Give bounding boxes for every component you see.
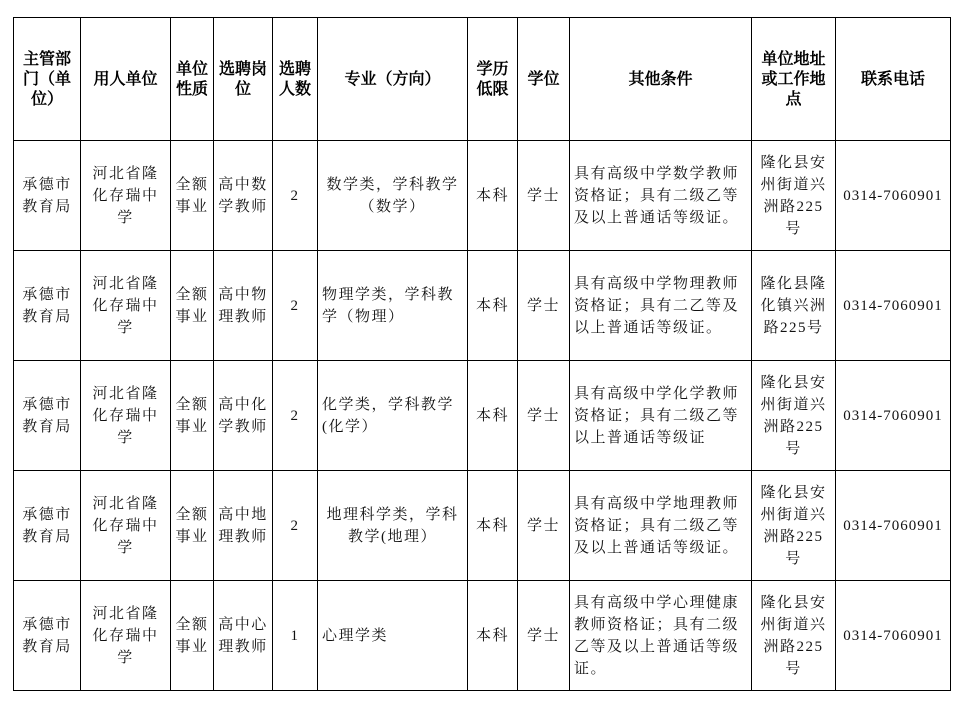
header-degree: 学位 [518, 18, 570, 141]
cell-count: 1 [273, 581, 318, 691]
cell-nature: 全额事业 [171, 251, 214, 361]
cell-nature: 全额事业 [171, 361, 214, 471]
cell-nature: 全额事业 [171, 471, 214, 581]
cell-department: 承德市教育局 [14, 141, 81, 251]
cell-nature: 全额事业 [171, 141, 214, 251]
table-row [14, 251, 951, 361]
header-address: 单位地址或工作地点 [752, 18, 836, 141]
cell-degree: 学士 [518, 141, 570, 251]
cell-phone: 0314-7060901 [836, 581, 951, 691]
table-row [14, 581, 951, 691]
cell-employer: 河北省隆化存瑞中学 [81, 361, 171, 471]
header-phone: 联系电话 [836, 18, 951, 141]
cell-count: 2 [273, 141, 318, 251]
cell-phone: 0314-7060901 [836, 141, 951, 251]
cell-conditions: 具有高级中学化学教师资格证；具有二级乙等以上普通话等级证 [570, 361, 752, 471]
cell-major: 数学类，学科教学（数学） [318, 141, 468, 251]
table-row [14, 361, 951, 471]
cell-phone: 0314-7060901 [836, 251, 951, 361]
recruitment-table [13, 17, 951, 691]
cell-employer: 河北省隆化存瑞中学 [81, 581, 171, 691]
cell-major: 物理学类，学科教学（物理） [318, 251, 468, 361]
cell-department: 承德市教育局 [14, 581, 81, 691]
cell-position: 高中数学教师 [214, 141, 273, 251]
cell-education: 本科 [468, 141, 518, 251]
cell-phone: 0314-7060901 [836, 471, 951, 581]
cell-education: 本科 [468, 361, 518, 471]
cell-degree: 学士 [518, 581, 570, 691]
cell-degree: 学士 [518, 471, 570, 581]
header-education: 学历低限 [468, 18, 518, 141]
header-conditions: 其他条件 [570, 18, 752, 141]
cell-department: 承德市教育局 [14, 471, 81, 581]
cell-address: 隆化县安州街道兴洲路225号 [752, 141, 836, 251]
cell-major: 地理科学类，学科教学(地理） [318, 471, 468, 581]
header-major: 专业（方向） [318, 18, 468, 141]
cell-address: 隆化县安州街道兴洲路225号 [752, 471, 836, 581]
cell-position: 高中心理教师 [214, 581, 273, 691]
header-position: 选聘岗位 [214, 18, 273, 141]
cell-major: 化学类，学科教学(化学） [318, 361, 468, 471]
cell-department: 承德市教育局 [14, 251, 81, 361]
cell-department: 承德市教育局 [14, 361, 81, 471]
cell-position: 高中物理教师 [214, 251, 273, 361]
cell-degree: 学士 [518, 251, 570, 361]
cell-conditions: 具有高级中学地理教师资格证；具有二级乙等及以上普通话等级证。 [570, 471, 752, 581]
cell-conditions: 具有高级中学物理教师资格证；具有二乙等及以上普通话等级证。 [570, 251, 752, 361]
cell-phone: 0314-7060901 [836, 361, 951, 471]
cell-conditions: 具有高级中学数学教师资格证；具有二级乙等及以上普通话等级证。 [570, 141, 752, 251]
header-count: 选聘人数 [273, 18, 318, 141]
header-employer: 用人单位 [81, 18, 171, 141]
cell-position: 高中化学教师 [214, 361, 273, 471]
header-row [14, 18, 951, 141]
header-nature: 单位性质 [171, 18, 214, 141]
cell-nature: 全额事业 [171, 581, 214, 691]
cell-conditions: 具有高级中学心理健康教师资格证；具有二级乙等及以上普通话等级证。 [570, 581, 752, 691]
cell-count: 2 [273, 251, 318, 361]
cell-major: 心理学类 [318, 581, 468, 691]
cell-education: 本科 [468, 251, 518, 361]
cell-count: 2 [273, 471, 318, 581]
cell-degree: 学士 [518, 361, 570, 471]
cell-education: 本科 [468, 471, 518, 581]
cell-address: 隆化县隆化镇兴洲路225号 [752, 251, 836, 361]
cell-employer: 河北省隆化存瑞中学 [81, 471, 171, 581]
cell-position: 高中地理教师 [214, 471, 273, 581]
cell-address: 隆化县安州街道兴洲路225号 [752, 361, 836, 471]
cell-employer: 河北省隆化存瑞中学 [81, 141, 171, 251]
cell-employer: 河北省隆化存瑞中学 [81, 251, 171, 361]
cell-address: 隆化县安州街道兴洲路225号 [752, 581, 836, 691]
cell-education: 本科 [468, 581, 518, 691]
table-row [14, 471, 951, 581]
table-row [14, 141, 951, 251]
header-department: 主管部门（单位） [14, 18, 81, 141]
cell-count: 2 [273, 361, 318, 471]
